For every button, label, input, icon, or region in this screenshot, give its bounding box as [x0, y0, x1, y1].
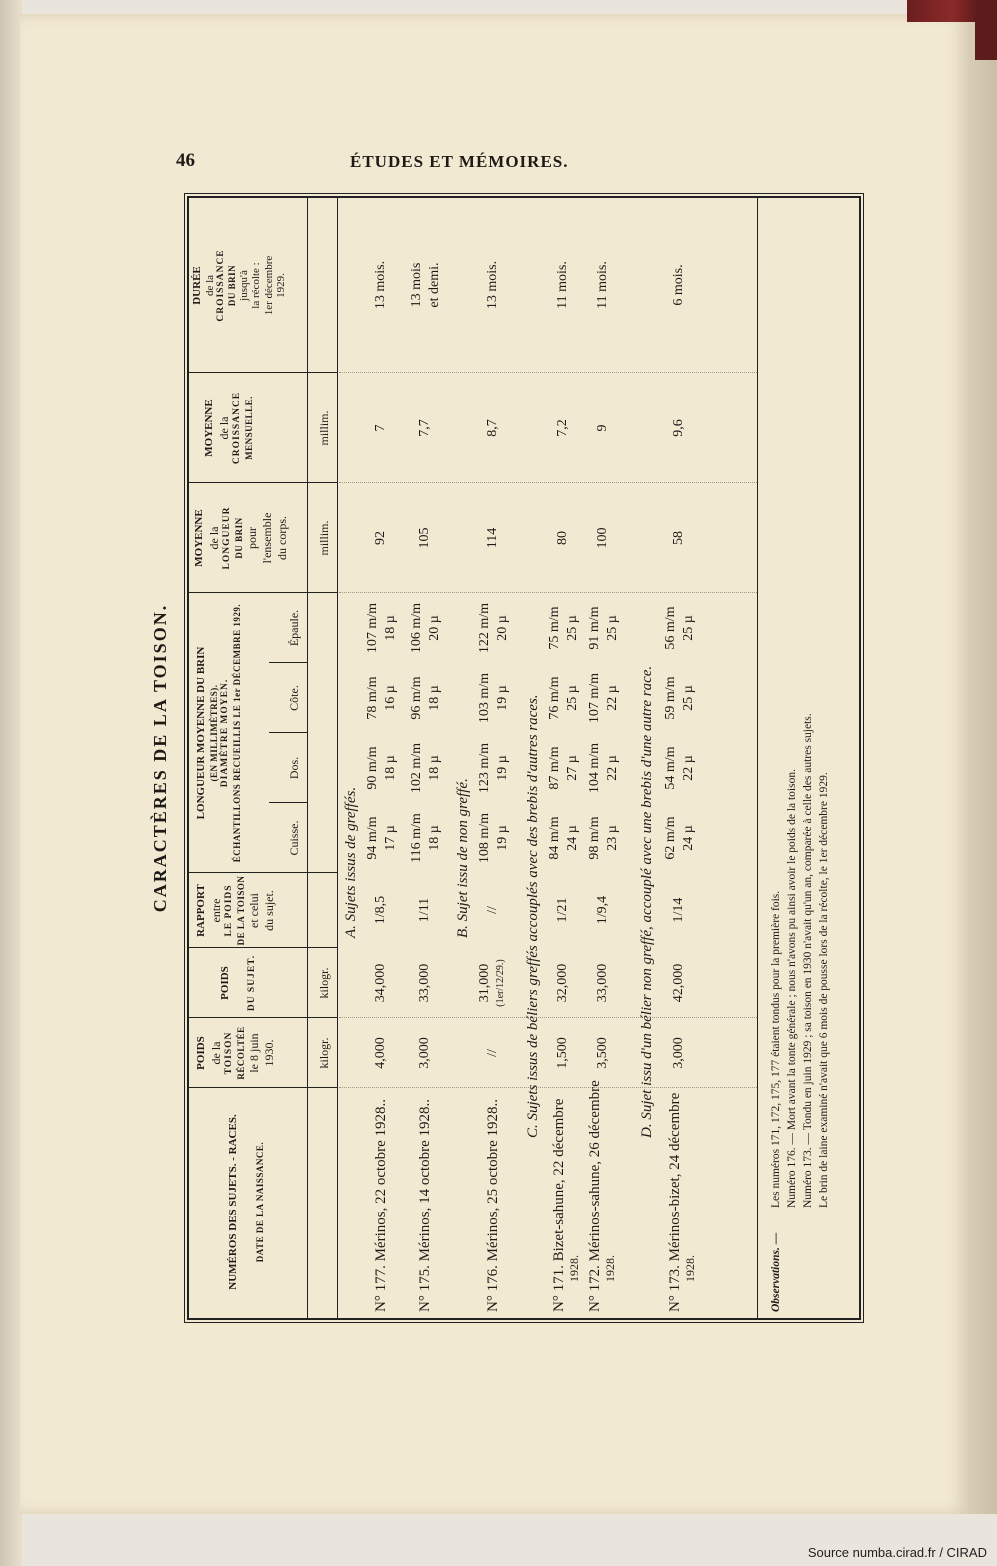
row-176-dos-diam: 19 µ — [495, 755, 510, 781]
row-175-duration: 13 mois — [409, 262, 424, 308]
row-171-cuisse-length: 84 m/m — [547, 816, 562, 860]
row-173-fleece: 3,000 — [671, 1037, 686, 1069]
row-176-duration: 13 mois. — [485, 260, 500, 310]
row-175-cote-diam: 18 µ — [427, 685, 442, 711]
row-176-label: N° 176. Mérinos, 25 octobre 1928.. — [485, 1098, 501, 1312]
header-epaule: Épaule. — [287, 609, 301, 647]
observations-line-4: Le brin de laine examiné n'avait que 6 mois de pousse lors de la récolte, le 1er décembre 1929. — [818, 772, 830, 1208]
row-171-cote-length: 76 m/m — [547, 676, 562, 720]
observations-line-3: Numéro 173. — Tondu en juin 1929 ; sa toison en 1930 n'avait qu'un an, comparée à celle des autres sujets. — [802, 713, 814, 1208]
page-number: 46 — [176, 150, 195, 171]
row-172-cuisse-length: 98 m/m — [587, 816, 602, 860]
row-172-epaule-diam: 25 µ — [605, 615, 620, 641]
row-177-weight: 34,000 — [373, 963, 388, 1003]
row-172-epaule-length: 91 m/m — [587, 606, 602, 650]
row-175-epaule-length: 106 m/m — [409, 602, 424, 654]
unit-kilogr-subject: kilogr. — [317, 967, 331, 999]
header-cuisse: Cuisse. — [287, 820, 301, 856]
row-176-cuisse-diam: 19 µ — [495, 825, 510, 851]
row-176-cote-length: 103 m/m — [477, 672, 492, 724]
row-172-label-year: 1928. — [603, 1255, 617, 1282]
row-175-cuisse-diam: 18 µ — [427, 825, 442, 851]
row-172-dos-diam: 22 µ — [605, 755, 620, 781]
section-b-heading: B. Sujet issu de non greffé. — [455, 778, 471, 938]
unit-rule — [337, 196, 338, 1318]
observations-line-1: Les numéros 171, 172, 175, 177 étaient tondus pour la première fois. — [770, 890, 782, 1208]
observations-rule — [757, 196, 758, 1318]
row-177-cote-diam: 16 µ — [383, 685, 398, 711]
row-175-dos-diam: 18 µ — [427, 755, 442, 781]
row-176-cote-diam: 19 µ — [495, 685, 510, 711]
row-176-cuisse-length: 108 m/m — [477, 812, 492, 864]
header-rule — [307, 196, 308, 1318]
unit-millim-growth: millim. — [317, 410, 331, 446]
row-173-growth: 9,6 — [671, 419, 686, 437]
row-173-cuisse-diam: 24 µ — [681, 825, 696, 851]
row-177-fleece: 4,000 — [373, 1037, 388, 1069]
source-credit: Source numba.cirad.fr / CIRAD — [807, 1545, 987, 1560]
row-173-ratio: 1/14 — [671, 897, 686, 923]
row-177-dos-length: 90 m/m — [365, 746, 380, 790]
row-173-label: N° 173. Mérinos-bizet, 24 décembre — [667, 1092, 683, 1312]
book-spine-edge — [0, 0, 22, 1566]
unit-millim-length: millim. — [317, 520, 331, 556]
row-171-growth: 7,2 — [555, 419, 570, 437]
row-173-cote-diam: 25 µ — [681, 685, 696, 711]
row-173-mean: 58 — [671, 531, 686, 545]
header-duration: DURÉE de la CROISSANCE DU BRIN jusqu'à la récolte : 1er décembre 1929. — [191, 249, 288, 322]
row-173-cuisse-length: 62 m/m — [663, 816, 678, 860]
header-subjects: NUMÉROS DES SUJETS. - RACES. — [227, 1114, 239, 1290]
row-173-epaule-length: 56 m/m — [663, 606, 678, 650]
row-177-label: N° 177. Mérinos, 22 octobre 1928.. — [373, 1098, 389, 1312]
observations-label: Observations. — — [770, 1232, 782, 1312]
row-177-dos-diam: 18 µ — [383, 755, 398, 781]
header-subject-weight: POIDS DU SUJET. — [219, 954, 257, 1012]
row-173-epaule-diam: 25 µ — [681, 615, 696, 641]
row-175-weight: 33,000 — [417, 963, 432, 1003]
section-c-heading: C. Sujets issus de béliers greffés accouplés avec des brebis d'autres races. — [525, 694, 541, 1138]
row-176-epaule-diam: 20 µ — [495, 615, 510, 641]
row-177-epaule-diam: 18 µ — [383, 615, 398, 641]
row-172-mean: 100 — [595, 527, 610, 549]
row-175-fleece: 3,000 — [417, 1037, 432, 1069]
table-title: CARACTÈRES DE LA TOISON. — [150, 603, 170, 913]
row-172-cote-diam: 22 µ — [605, 685, 620, 711]
header-cote: Côte. — [287, 685, 301, 711]
row-172-dos-length: 104 m/m — [587, 742, 602, 794]
row-171-mean: 80 — [555, 531, 570, 545]
row-171-weight: 32,000 — [555, 963, 570, 1003]
row-171-label: N° 171. Bizet-sahune, 22 décembre — [551, 1098, 567, 1312]
table-frame — [184, 193, 864, 1323]
row-175-cuisse-length: 116 m/m — [409, 813, 424, 863]
header-fleece-weight: POIDS de la TOISON RÉCOLTÉE le 8 juin 1930. — [195, 1026, 276, 1080]
row-175-ratio: 1/11 — [417, 897, 432, 923]
row-175-cote-length: 96 m/m — [409, 676, 424, 720]
header-ratio: RAPPORT entre LE POIDS DE LA TOISON et celui du sujet. — [195, 875, 276, 946]
row-172-growth: 9 — [595, 424, 610, 432]
row-175-dos-length: 102 m/m — [409, 742, 424, 794]
row-171-cuisse-diam: 24 µ — [565, 825, 580, 851]
row-177-growth: 7 — [373, 424, 388, 432]
row-172-weight: 33,000 — [595, 963, 610, 1003]
header-length: LONGUEUR MOYENNE DU BRIN (EN MILLIMÈTRES). DIAMÈTRE MOYEN. ÉCHANTILLONS RECUEILLIS LE 1er DÉCEMBRE 1929. — [195, 603, 242, 863]
row-173-dos-length: 54 m/m — [663, 746, 678, 790]
row-175-label: N° 175. Mérinos, 14 octobre 1928.. — [417, 1098, 433, 1312]
row-173-label-year: 1928. — [683, 1255, 697, 1282]
row-173-cote-length: 59 m/m — [663, 676, 678, 720]
row-172-label: N° 172. Mérinos-sahune, 26 décembre — [587, 1080, 603, 1312]
row-177-cuisse-diam: 17 µ — [383, 825, 398, 851]
header-mean-length: MOYENNE de la LONGUEUR DU BRIN pour l'ensemble du corps. — [193, 506, 289, 570]
row-177-cuisse-length: 94 m/m — [365, 816, 380, 860]
table-inner-border — [188, 197, 860, 1319]
row-177-mean: 92 — [373, 531, 388, 545]
row-171-dos-diam: 27 µ — [565, 755, 580, 781]
section-a-heading: A. Sujets issus de greffés. — [343, 786, 359, 938]
header-birth-date: DATE DE LA NAISSANCE. — [255, 1141, 265, 1263]
row-176-growth: 8,7 — [485, 419, 500, 437]
row-173-weight: 42,000 — [671, 963, 686, 1003]
row-173-duration: 6 mois. — [671, 264, 686, 306]
row-176-fleece: // — [485, 1049, 500, 1057]
cover-corner-side — [975, 0, 997, 60]
row-175-mean: 105 — [417, 527, 432, 549]
row-172-duration: 11 mois. — [595, 261, 610, 309]
row-176-mean: 114 — [485, 527, 500, 549]
row-176-weight-date: (1er/12/29.) — [495, 959, 506, 1007]
row-171-epaule-diam: 25 µ — [565, 615, 580, 641]
row-177-cote-length: 78 m/m — [365, 676, 380, 720]
row-172-ratio: 1/9,4 — [595, 895, 610, 925]
row-177-duration: 13 mois. — [373, 260, 388, 310]
row-176-weight: 31,000 — [477, 963, 492, 1003]
row-171-fleece: 1,500 — [555, 1037, 570, 1069]
row-171-dos-length: 87 m/m — [547, 746, 562, 790]
row-171-epaule-length: 75 m/m — [547, 606, 562, 650]
row-175-duration-2: et demi. — [427, 262, 442, 308]
row-175-growth: 7,7 — [417, 419, 432, 437]
running-head: ÉTUDES ET MÉMOIRES. — [350, 152, 569, 171]
row-175-epaule-diam: 20 µ — [427, 615, 442, 641]
row-171-cote-diam: 25 µ — [565, 685, 580, 711]
row-176-epaule-length: 122 m/m — [477, 602, 492, 654]
row-172-cote-length: 107 m/m — [587, 672, 602, 724]
row-171-duration: 11 mois. — [555, 261, 570, 309]
header-monthly-growth: MOYENNE de la CROISSANCE MENSUELLE. — [203, 391, 254, 465]
row-172-cuisse-diam: 23 µ — [605, 825, 620, 851]
row-177-ratio: 1/8,5 — [373, 895, 388, 925]
section-d-heading: D. Sujet issu d'un bélier non greffé, accouplé avec une brebis d'une autre race. — [639, 665, 655, 1138]
row-172-fleece: 3,500 — [595, 1037, 610, 1069]
page-stack-edge — [968, 14, 997, 1514]
observations-line-2: Numéro 176. — Mort avant la tonte générale ; nous n'avons pu ainsi avoir le poids de la toison. — [786, 769, 798, 1208]
row-171-ratio: 1/21 — [555, 897, 570, 923]
row-177-epaule-length: 107 m/m — [365, 602, 380, 654]
row-176-ratio: // — [485, 906, 500, 914]
header-dos: Dos. — [287, 756, 301, 780]
row-173-dos-diam: 22 µ — [681, 755, 696, 781]
rotated-table-block — [150, 193, 870, 1323]
row-171-label-year: 1928. — [567, 1255, 581, 1282]
unit-kilogr-fleece: kilogr. — [317, 1037, 331, 1069]
row-176-dos-length: 123 m/m — [477, 742, 492, 794]
